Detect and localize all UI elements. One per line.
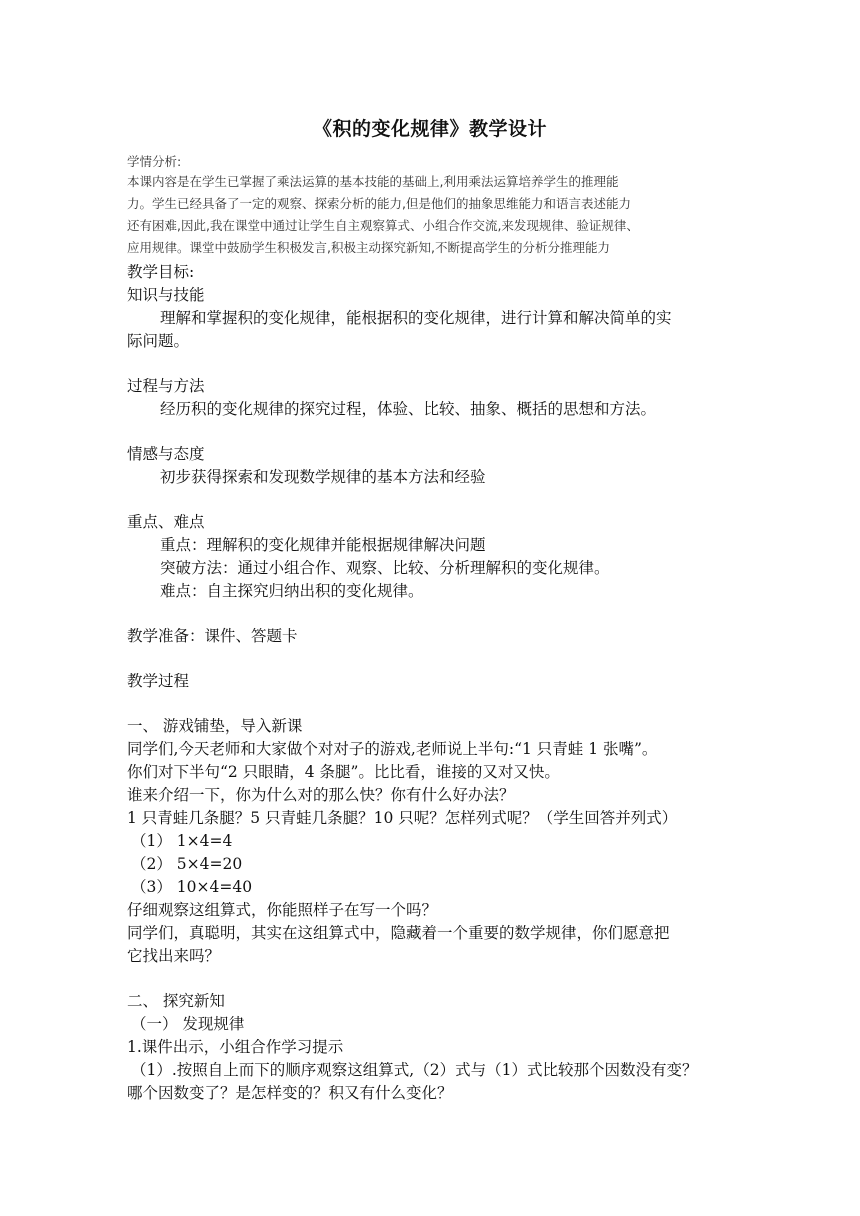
key-points-heading: 重点、难点 <box>127 513 205 531</box>
teaching-preparation: 教学准备：课件、答题卡 <box>127 627 298 645</box>
difficulty-point: 难点：自主探究归纳出积的变化规律。 <box>160 582 424 600</box>
emotion-text: 初步获得探索和发现数学规律的基本方法和经验 <box>160 468 486 486</box>
document-title: 《积的变化规律》教学设计 <box>312 118 547 140</box>
process-method-heading: 过程与方法 <box>127 377 205 395</box>
analysis-line: 力。学生已经具备了一定的观察、探索分析的能力,但是他们的抽象思维能力和语言表述能力 <box>127 196 631 211</box>
equation-item: （2） 5×4=20 <box>131 855 243 873</box>
emotion-heading: 情感与态度 <box>127 445 205 463</box>
section-one-text: 它找出来吗？ <box>127 947 221 965</box>
section-one-text: 仔细观察这组算式，你能照样子在写一个吗？ <box>127 901 438 919</box>
subsection-heading: （一） 发现规律 <box>131 1015 245 1033</box>
section-one-text: 同学们,今天老师和大家做个对对子的游戏,老师说上半句:“1 只青蛙 1 张嘴”。 <box>127 740 658 758</box>
section-one-text: 1 只青蛙几条腿？5 只青蛙几条腿？10 只呢？怎样列式呢？（学生回答并列式） <box>127 809 678 827</box>
section-one-text: 你们对下半句“2 只眼睛，4 条腿”。比比看，谁接的又对又快。 <box>127 763 560 781</box>
question-text: 哪个因数变了？是怎样变的？积又有什么变化？ <box>127 1084 453 1102</box>
goals-heading: 教学目标: <box>127 263 195 281</box>
analysis-line: 应用规律。课堂中鼓励学生积极发言,积极主动探究新知,不断提高学生的分析分推理能力 <box>127 240 610 255</box>
equation-item: （3） 10×4=40 <box>131 878 253 896</box>
analysis-line: 还有困难,因此,我在课堂中通过让学生自主观察算式、小组合作交流,来发现规律、验证规律、 <box>127 218 639 233</box>
process-method-text: 经历积的变化规律的探究过程，体验、比较、抽象、概括的思想和方法。 <box>160 400 657 418</box>
key-point: 重点：理解积的变化规律并能根据规律解决问题 <box>160 536 486 554</box>
equation-item: （1） 1×4=4 <box>131 832 233 850</box>
section-one-heading: 一、 游戏铺垫，导入新课 <box>127 717 303 735</box>
section-one-text: 同学们，真聪明，其实在这组算式中，隐藏着一个重要的数学规律，你们愿意把 <box>127 924 670 942</box>
knowledge-text: 理解和掌握积的变化规律，能根据积的变化规律，进行计算和解决简单的实 <box>160 309 672 327</box>
section-two-heading: 二、 探究新知 <box>127 992 225 1010</box>
knowledge-text: 际问题。 <box>127 332 190 350</box>
breakthrough-method: 突破方法：通过小组合作、观察、比较、分析理解积的变化规律。 <box>160 559 610 577</box>
question-text: （1）.按照自上而下的顺序观察这组算式,（2）式与（1）式比较那个因数没有变？ <box>131 1061 698 1079</box>
step-text: 1.课件出示，小组合作学习提示 <box>127 1038 344 1056</box>
teaching-process-heading: 教学过程 <box>127 672 190 690</box>
knowledge-heading: 知识与技能 <box>127 286 205 304</box>
section-one-text: 谁来介绍一下，你为什么对的那么快？你有什么好办法？ <box>127 786 515 804</box>
analysis-line: 本课内容是在学生已掌握了乘法运算的基本技能的基础上,利用乘法运算培养学生的推理能 <box>127 174 619 189</box>
analysis-heading: 学情分析: <box>127 154 182 169</box>
